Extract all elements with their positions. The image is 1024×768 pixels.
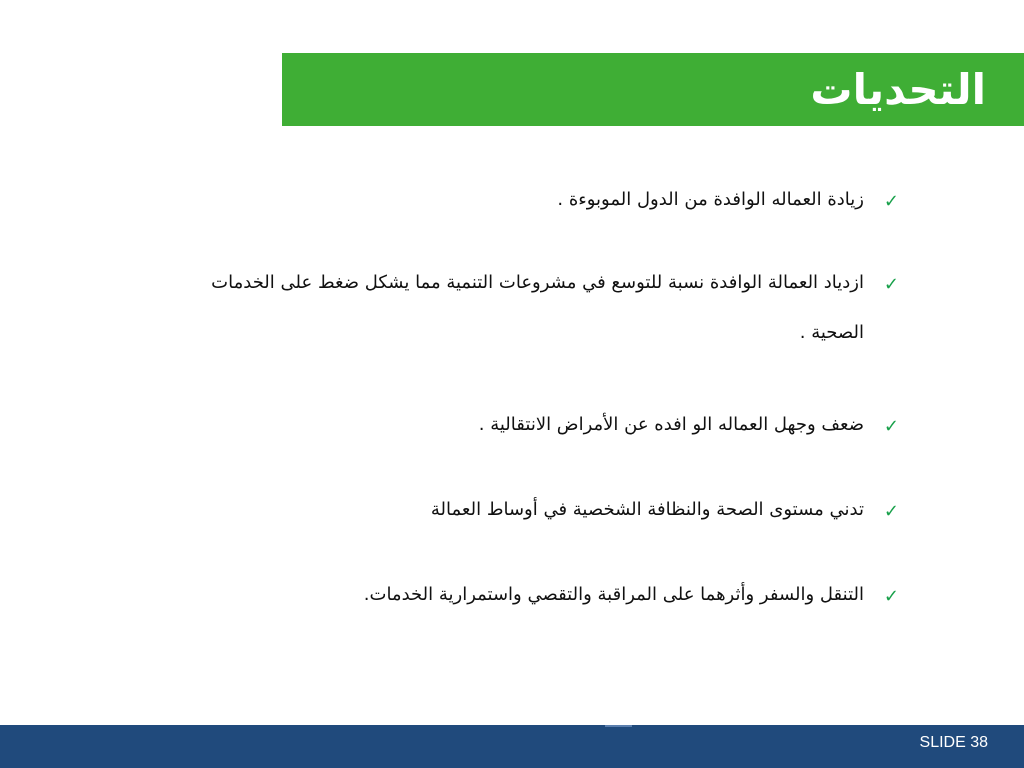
check-icon: ✓ (883, 501, 899, 522)
check-icon: ✓ (883, 191, 899, 212)
footer-bar (0, 725, 1024, 768)
bullet-item (164, 499, 899, 535)
check-icon: ✓ (883, 274, 899, 295)
bullet-text: ازدياد العمالة الوافدة نسبة للتوسع في مشروعات التنمية مما يشكل ضغط على الخدمات الصحية . (211, 272, 864, 343)
bullet-item (164, 189, 899, 225)
bullet-text: ضعف وجهل العماله الو افده عن الأمراض الانتقالية . (478, 414, 864, 435)
title-bar (282, 53, 1024, 126)
bullet-item (164, 414, 899, 450)
bullet-text: زيادة العماله الوافدة من الدول الموبوءة . (557, 189, 864, 210)
bullet-text: تدني مستوى الصحة والنظافة الشخصية في أوساط العمالة (430, 499, 864, 520)
check-icon: ✓ (883, 416, 899, 437)
bullet-text: التنقل والسفر وأثرهما على المراقبة والتقصي واستمرارية الخدمات. (363, 584, 864, 605)
slide-title: التحديات (810, 65, 986, 114)
bullet-item (164, 272, 899, 358)
footer-divider (605, 725, 632, 727)
bullet-item (164, 584, 899, 620)
check-icon: ✓ (883, 586, 899, 607)
slide-number: SLIDE 38 (919, 734, 988, 751)
